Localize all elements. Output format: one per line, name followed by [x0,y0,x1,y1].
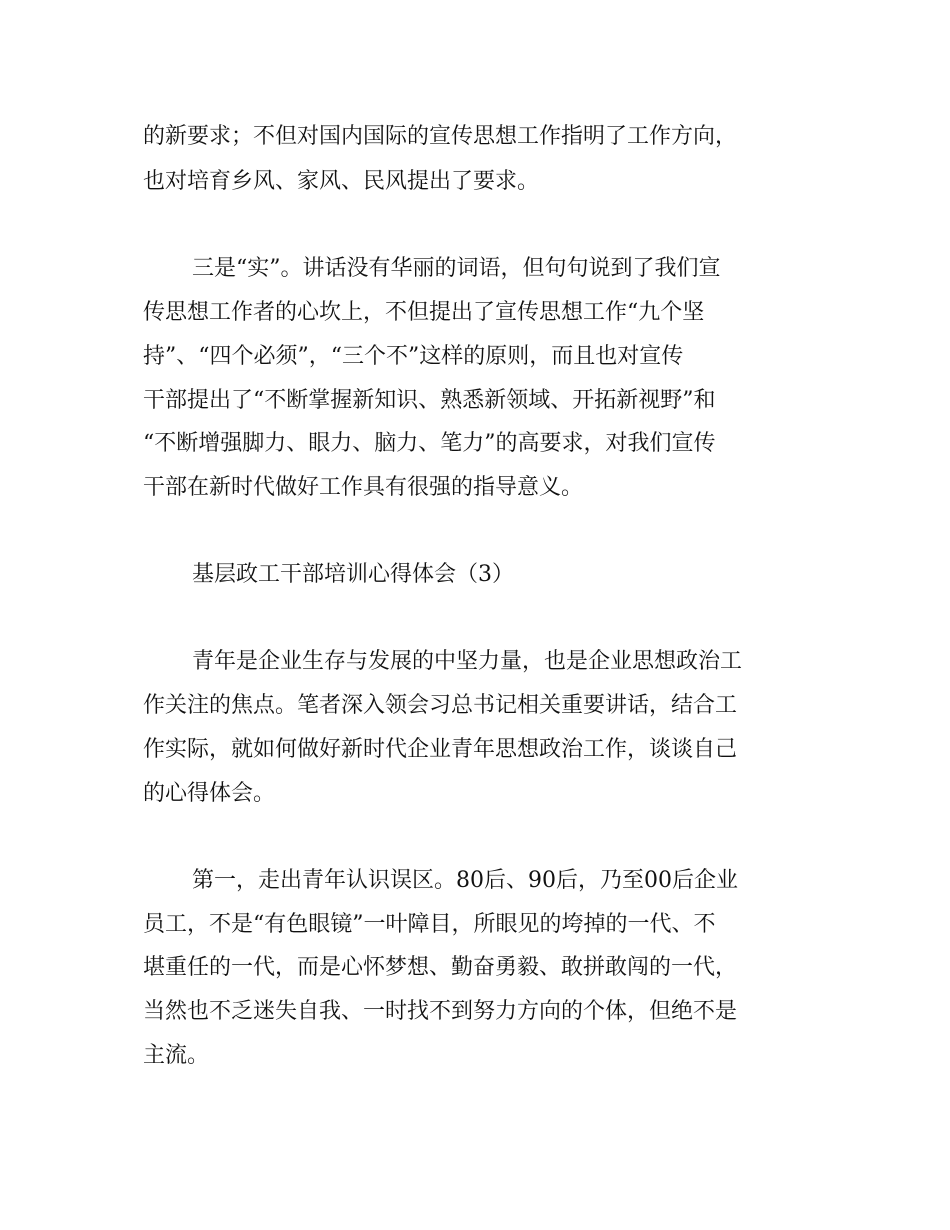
paragraph-4-line-3: 堪重任的一代，而是心怀梦想、勤奋勇毅、敢拼敢闯的一代， [143,955,738,980]
paragraph-3-line-1: 青年是企业生存与发展的中坚力量，也是企业思想政治工 [192,649,743,674]
paragraph-1-line-2: 也对培育乡风、家风、民风提出了要求。 [143,169,540,194]
paragraph-2-line-5: “不断增强脚力、眼力、脑力、笔力”的高要求，对我们宣传 [143,431,716,456]
paragraph-1-line-1: 的新要求；不但对国内国际的宣传思想工作指明了工作方向， [143,124,738,149]
paragraph-2-line-2: 传思想工作者的心坎上，不但提出了宣传思想工作“九个坚 [143,300,705,325]
paragraph-3-line-2: 作关注的焦点。笔者深入领会习总书记相关重要讲话，结合工 [143,693,738,718]
paragraph-4-line-5: 主流。 [143,1043,210,1068]
paragraph-2-line-1: 三是“实”。讲话没有华丽的词语，但句句说到了我们宣 [192,256,721,281]
paragraph-4-line-1: 第一，走出青年认识误区。80后、90后，乃至00后企业 [192,868,738,893]
paragraph-2-line-6: 干部在新时代做好工作具有很强的指导意义。 [143,475,584,500]
paragraph-4-line-2: 员工，不是“有色眼镜”一叶障目，所眼见的垮掉的一代、不 [143,912,716,937]
paragraph-2-line-4: 干部提出了“不断掌握新知识、熟悉新领域、开拓新视野”和 [143,388,716,413]
paragraph-4-line-4: 当然也不乏迷失自我、一时找不到努力方向的个体，但绝不是 [143,999,738,1024]
paragraph-2-line-3: 持”、“四个必须”，“三个不”这样的原则，而且也对宣传 [143,344,684,369]
paragraph-3-line-3: 作实际，就如何做好新时代企业青年思想政治工作，谈谈自己 [143,737,738,762]
paragraph-3-line-4: 的心得体会。 [143,781,276,806]
section-heading: 基层政工干部培训心得体会（3） [192,562,514,587]
